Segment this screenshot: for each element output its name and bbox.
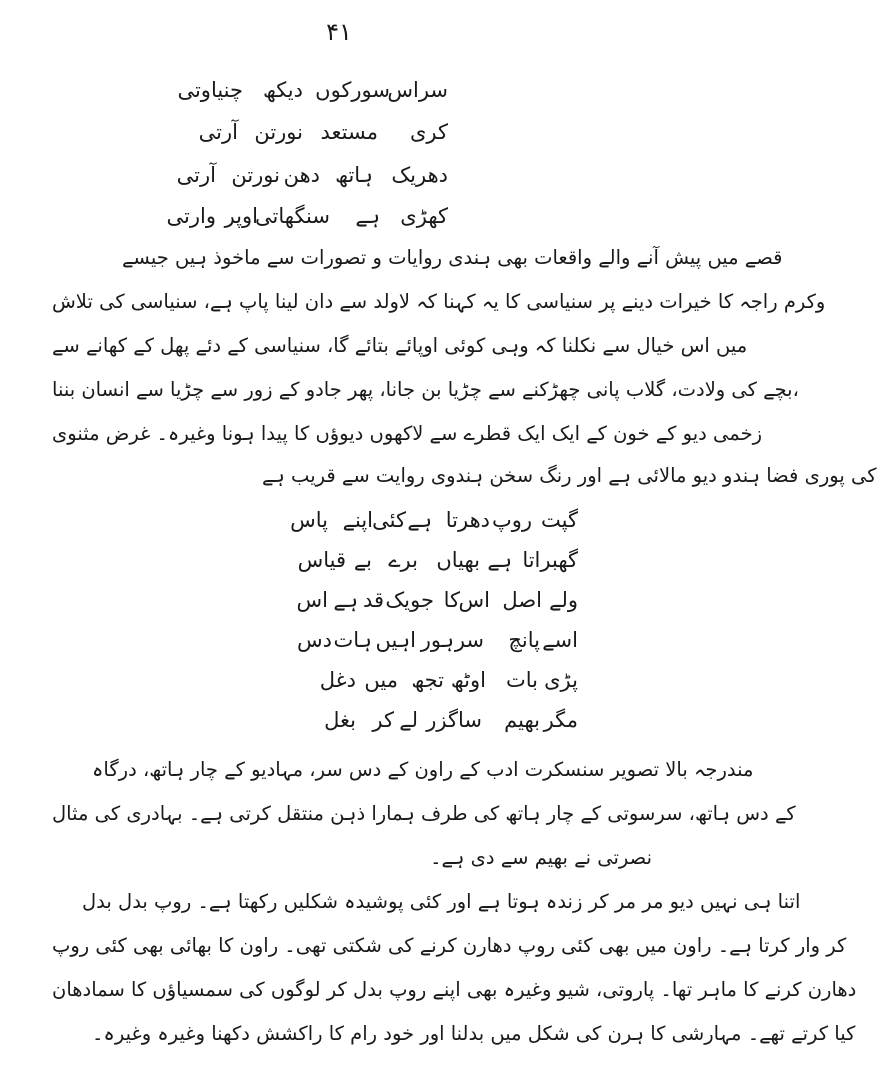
verse-word: سورکوں: [315, 78, 390, 102]
verse-word: ہے: [333, 588, 358, 612]
verse-word: دیکھ: [262, 78, 303, 102]
verse-word: بغل: [324, 708, 356, 732]
verse-word: ہے: [487, 548, 512, 572]
verse-word: پاس: [290, 508, 328, 532]
verse-line: [290, 500, 578, 540]
verse-word: کئی: [372, 508, 406, 532]
verse-word: دھریک: [391, 163, 448, 187]
verse-word: روپ: [491, 508, 532, 532]
text-line: کیا کرتے تھے۔ مہارشی کا ہرن کی شکل میں بدلنا اور خود رام کا راکشش دکھنا وغیرہ وغیرہ۔: [92, 1022, 856, 1045]
verse-word: بے: [353, 548, 372, 572]
verse-word: آرتی: [198, 120, 238, 144]
verse-word: اس: [458, 588, 490, 612]
verse-word: قیاس: [297, 548, 346, 572]
verse-word: دس: [297, 628, 332, 652]
verse-word: وارتی: [166, 204, 216, 228]
verse-line: [319, 660, 578, 700]
verse-word: تجھ: [411, 668, 444, 692]
verse-word: گپت: [541, 508, 578, 532]
text-line: کے دس ہاتھ، سرسوتی کے چار ہاتھ کی طرف ہمارا ذہن منتقل کرتی ہے۔ بہادری کی مثال: [52, 802, 796, 825]
verse-word: مستعد: [320, 120, 378, 144]
verse-word: اہیں: [375, 628, 416, 652]
verse-line: [166, 196, 448, 236]
page-number: ۴۱: [326, 18, 352, 46]
verse-line: [297, 540, 578, 580]
text-line: نصرتی نے بھیم سے دی ہے۔: [430, 846, 652, 869]
verse-word: سراس: [387, 78, 448, 102]
verse-line: [176, 155, 448, 195]
text-line: بچے کی ولادت، گلاب پانی چھڑکنے سے چڑیا بن جانا، پھر جادو کے زور سے چڑیا سے انسان بننا،: [52, 378, 799, 401]
verse-line: [324, 700, 578, 740]
verse-word: یک: [385, 588, 410, 612]
verse-word: ہے: [355, 204, 380, 228]
verse-word: ہے: [407, 508, 432, 532]
verse-word: اوٹھ: [450, 668, 486, 692]
verse-word: مگر: [543, 708, 578, 732]
verse-word: لے: [399, 708, 418, 732]
verse-line: [177, 70, 448, 110]
verse-word: کر: [372, 708, 394, 732]
verse-word: ساگزر: [426, 708, 482, 732]
verse-word: کری: [409, 120, 448, 144]
verse-word: دغل: [319, 668, 356, 692]
verse-word: اسے: [542, 628, 578, 652]
verse-word: کا: [443, 588, 460, 612]
verse-word: دھن: [283, 163, 320, 187]
verse-word: ہاتھ: [335, 163, 373, 187]
verse-word: ہات: [333, 628, 372, 652]
verse-line: [198, 112, 448, 152]
verse-word: آرتی: [176, 163, 216, 187]
text-line: کر وار کرتا ہے۔ راون میں بھی کئی روپ دھارن کرنے کی شکتی تھی۔ راون کا بھائی بھی کئی روپ: [52, 934, 847, 957]
text-line: قصے میں پیش آنے والے واقعات بھی ہندی روایات و تصورات سے ماخوذ ہیں جیسے: [122, 246, 783, 269]
verse-word: سنگھاتی: [255, 204, 330, 228]
verse-word: نورتن: [231, 163, 280, 187]
verse-word: گھبراتا: [522, 548, 578, 572]
verse-word: ولے: [549, 588, 578, 612]
text-line: کی پوری فضا ہندو دیو مالائی ہے اور رنگ سخن ہندوی روایت سے قریب ہے: [262, 464, 877, 487]
verse-word: برے: [388, 548, 418, 572]
text-line: میں اس خیال سے نکلنا کہ وہی کوئی اوپائے بتائے گا، سنیاسی کے دئے پھل کے کھانے سے: [52, 334, 748, 357]
verse-word: قد: [362, 588, 384, 612]
verse-word: دھرتا: [445, 508, 490, 532]
verse-word: کھڑی: [400, 204, 448, 228]
verse-word: چنیاوتی: [177, 78, 243, 102]
verse-word: نورتن: [254, 120, 303, 144]
verse-word: اوپر: [224, 204, 258, 228]
verse-word: بھیم: [504, 708, 540, 732]
verse-word: ہور: [420, 628, 454, 652]
verse-line: [297, 620, 578, 660]
text-line: وکرم راجہ کا خیرات دینے پر سنیاسی کا یہ کہنا کہ لاولد سے دان لینا پاپ ہے، سنیاسی کی تلاش: [52, 290, 826, 313]
verse-word: اپنے: [342, 508, 373, 532]
text-line: مندرجہ بالا تصویر سنسکرت ادب کے راون کے دس سر، مہادیو کے چار ہاتھ، درگاہ: [92, 758, 754, 781]
verse-word: پانچ: [508, 628, 540, 652]
verse-line: [296, 580, 578, 620]
verse-word: اس: [296, 588, 328, 612]
verse-word: بات: [505, 668, 538, 692]
verse-word: اصل: [502, 588, 542, 612]
text-line: زخمی دیو کے خون کے ایک ایک قطرے سے لاکھوں دیوؤں کا پیدا ہونا وغیرہ۔ غرض مثنوی: [52, 422, 763, 445]
verse-word: پڑی: [544, 668, 578, 692]
verse-word: جو: [410, 588, 434, 612]
verse-word: سر: [454, 628, 484, 652]
verse-word: میں: [364, 668, 398, 692]
text-line: دھارن کرنے کا ماہر تھا۔ پاروتی، شیو وغیرہ بھی اپنے روپ بدل کر لوگوں کی سمسیاؤں کا سمادھان: [52, 978, 857, 1001]
verse-word: بھیاں: [436, 548, 480, 572]
text-line: اتنا ہی نہیں دیو مر مر کر زندہ ہوتا ہے اور کئی پوشیدہ شکلیں رکھتا ہے۔ روپ بدل بدل: [82, 890, 801, 913]
